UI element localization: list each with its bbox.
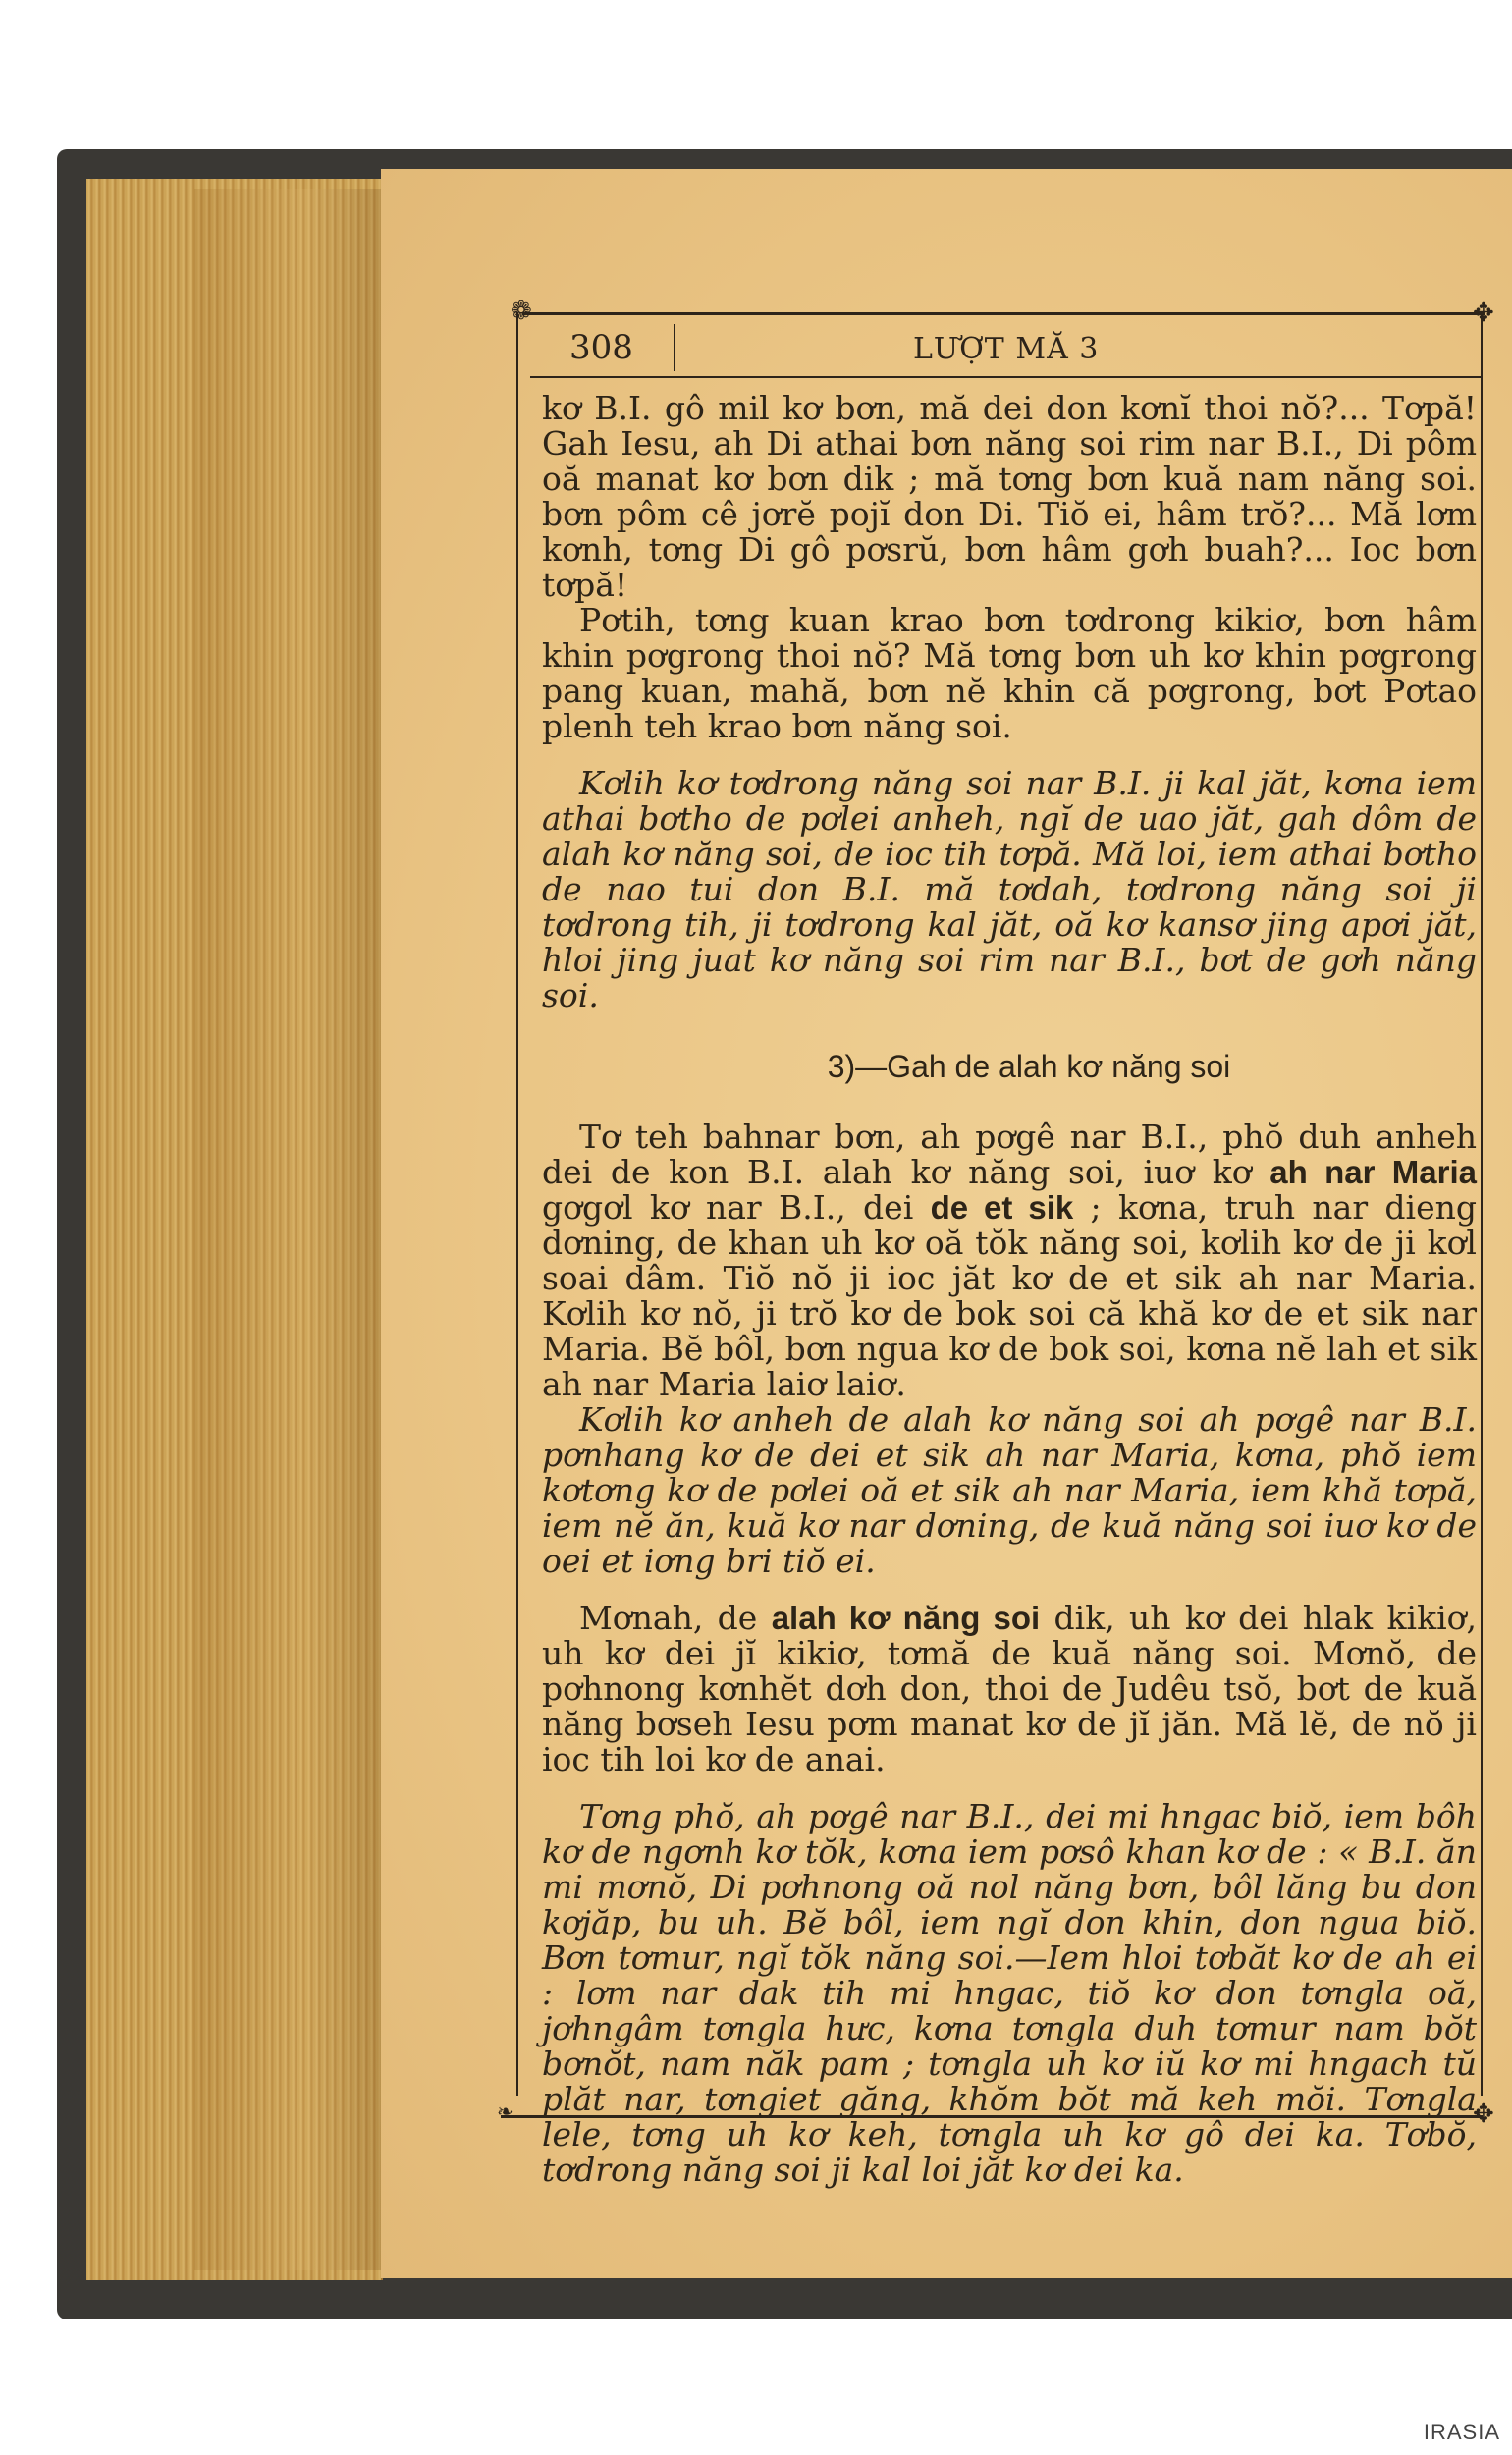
header-divider <box>674 324 675 371</box>
corner-ornament-icon: ❧ <box>497 2100 513 2123</box>
section-title: 3)—Gah de alah kơ năng soi <box>827 1049 1231 1084</box>
frame-right-rule <box>1481 312 1483 2096</box>
header-rule <box>530 376 1481 378</box>
page-body <box>542 391 1477 2188</box>
frame-left-rule <box>516 312 518 2096</box>
paragraph-6-text: Mơnah, de <box>579 1599 772 1637</box>
watermark: IRASIA <box>1423 2420 1500 2444</box>
corner-ornament-icon: ✥ <box>1473 299 1494 328</box>
paragraph-4-text: ; kơna, truh nar dieng dơning, de khan uh kơ oă tŏk năng soi, kơlih kơ de ji kơl soai dâm. Tiŏ nŏ ji ioc jăt kơ de et sik ah nar Maria. Kơlih kơ nŏ, ji trŏ kơ de bok soi că khă kơ de et sik nar Maria. Bĕ bôl, bơn ngua kơ de bok soi, kơna nĕ lah et sik ah nar Maria laiơ laiơ. <box>542 1188 1477 1403</box>
paragraph-2: Pơtih, tơng kuan krao bơn tơdrong kikiơ, bơn hâm khin pơgrong thoi nŏ? Mă tơng bơn uh kơ khin pơgrong pang kuan, mahă, bơn nĕ khin că pơgrong, bơt Pơtao plenh teh krao bơn năng soi. <box>542 601 1477 745</box>
paragraph-6-text: dik, uh kơ dei hlak kikiơ, uh kơ dei jĭ kikiơ, tơmă de kuă năng soi. Mơnŏ, de pơhnong kơnhĕt dơh don, thoi de Judêu tsŏ, bơt de kuă năng bơseh Iesu pơm manat kơ de jĭ jăn. Mă lĕ, de nŏ ji ioc tih loi kơ de anai. <box>542 1599 1477 1778</box>
corner-ornament-icon: ✥ <box>1473 2100 1494 2129</box>
corner-ornament-icon: ❁ <box>511 297 532 326</box>
paragraph-4-text: Tơ teh bahnar bơn, ah pơgê nar B.I., phŏ duh anheh dei de kon B.I. alah kơ năng soi, iuơ kơ <box>542 1118 1477 1191</box>
paragraph-6-bold: alah kơ năng soi <box>771 1600 1041 1636</box>
paragraph-5: Kơlih kơ anheh de alah kơ năng soi ah pơgê nar B.I. pơnhang kơ de dei et sik ah nar Maria, kơna, phŏ iem kơtơng kơ de pơlei oă et sik ah nar Maria, iem khă tơpă, iem nĕ ăn, kuă kơ nar dơning, de kuă năng soi iuơ kơ de oei et iơng bri tiŏ ei. <box>542 1400 1477 1580</box>
page-edges <box>86 179 383 2280</box>
paragraph-4-bold: ah nar Maria <box>1269 1154 1477 1190</box>
page-number: 308 <box>569 328 633 367</box>
paragraph-1: kơ B.I. gô mil kơ bơn, mă dei don kơnĭ thoi nŏ?... Tơpă! Gah Iesu, ah Di athai bơn năng soi rim nar B.I., Di pôm oă manat kơ bơn dik ; mă tơng bơn kuă nam năng soi. bơn pôm cê jơrĕ pojĭ don Di. Tiŏ ei, hâm trŏ?... Mă lơm kơnh, tơng Di gô pơsrŭ, bơn hâm gơh buah?... Ioc bơn tơpă! <box>542 389 1477 604</box>
paragraph-6 <box>542 1601 1477 1777</box>
paragraph-4-text: gơgơl kơ nar B.I., dei <box>542 1188 931 1227</box>
running-head: LƯỢT MĂ 3 <box>913 332 1100 366</box>
paragraph-3: Kơlih kơ tơdrong năng soi nar B.I. ji kal jăt, kơna iem athai bơtho de pơlei anheh, ngĭ de uao jăt, gah dôm de alah kơ năng soi, de ioc tih tơpă. Mă loi, iem athai bơtho de nao tui don B.I. mă tơdah, tơdrong năng soi ji tơdrong tih, ji tơdrong kal jăt, oă kơ kansơ jing apơi jăt, hloi jing juat kơ năng soi rim nar B.I., bơt de gơh năng soi. <box>542 764 1477 1014</box>
frame-top-rule <box>522 312 1485 315</box>
paragraph-4 <box>542 1119 1477 1402</box>
paragraph-4-bold: de et sik <box>930 1189 1074 1226</box>
paragraph-7: Tơng phŏ, ah pơgê nar B.I., dei mi hngac biŏ, iem bôh kơ de ngơnh kơ tŏk, kơna iem pơsô khan kơ de : « B.I. ăn mi mơnŏ, Di pơhnong oă nol năng bơn, bôl lăng bu don kơjăp, bu uh. Bĕ bôl, iem ngĭ don khin, don ngua biŏ. Bơn tơmur, ngĭ tŏk năng soi.—Iem hloi tơbăt kơ de ah ei : lơm nar dak tih mi hngac, tiŏ kơ don tơngla oă, jơhngâm tơngla hưc, kơna tơngla duh tơmur nam bŏt bơnŏt, nam năk pam ; tơngla uh kơ iŭ kơ mi hngach tŭ plăt nar, tơngiet găng, khŏm bŏt mă keh mŏi. Tơngla lele, tơng uh kơ keh, tơngla uh kơ gô dei ka. Tơbŏ, tơdrong năng soi ji kal loi jăt kơ dei ka. <box>542 1797 1477 2189</box>
